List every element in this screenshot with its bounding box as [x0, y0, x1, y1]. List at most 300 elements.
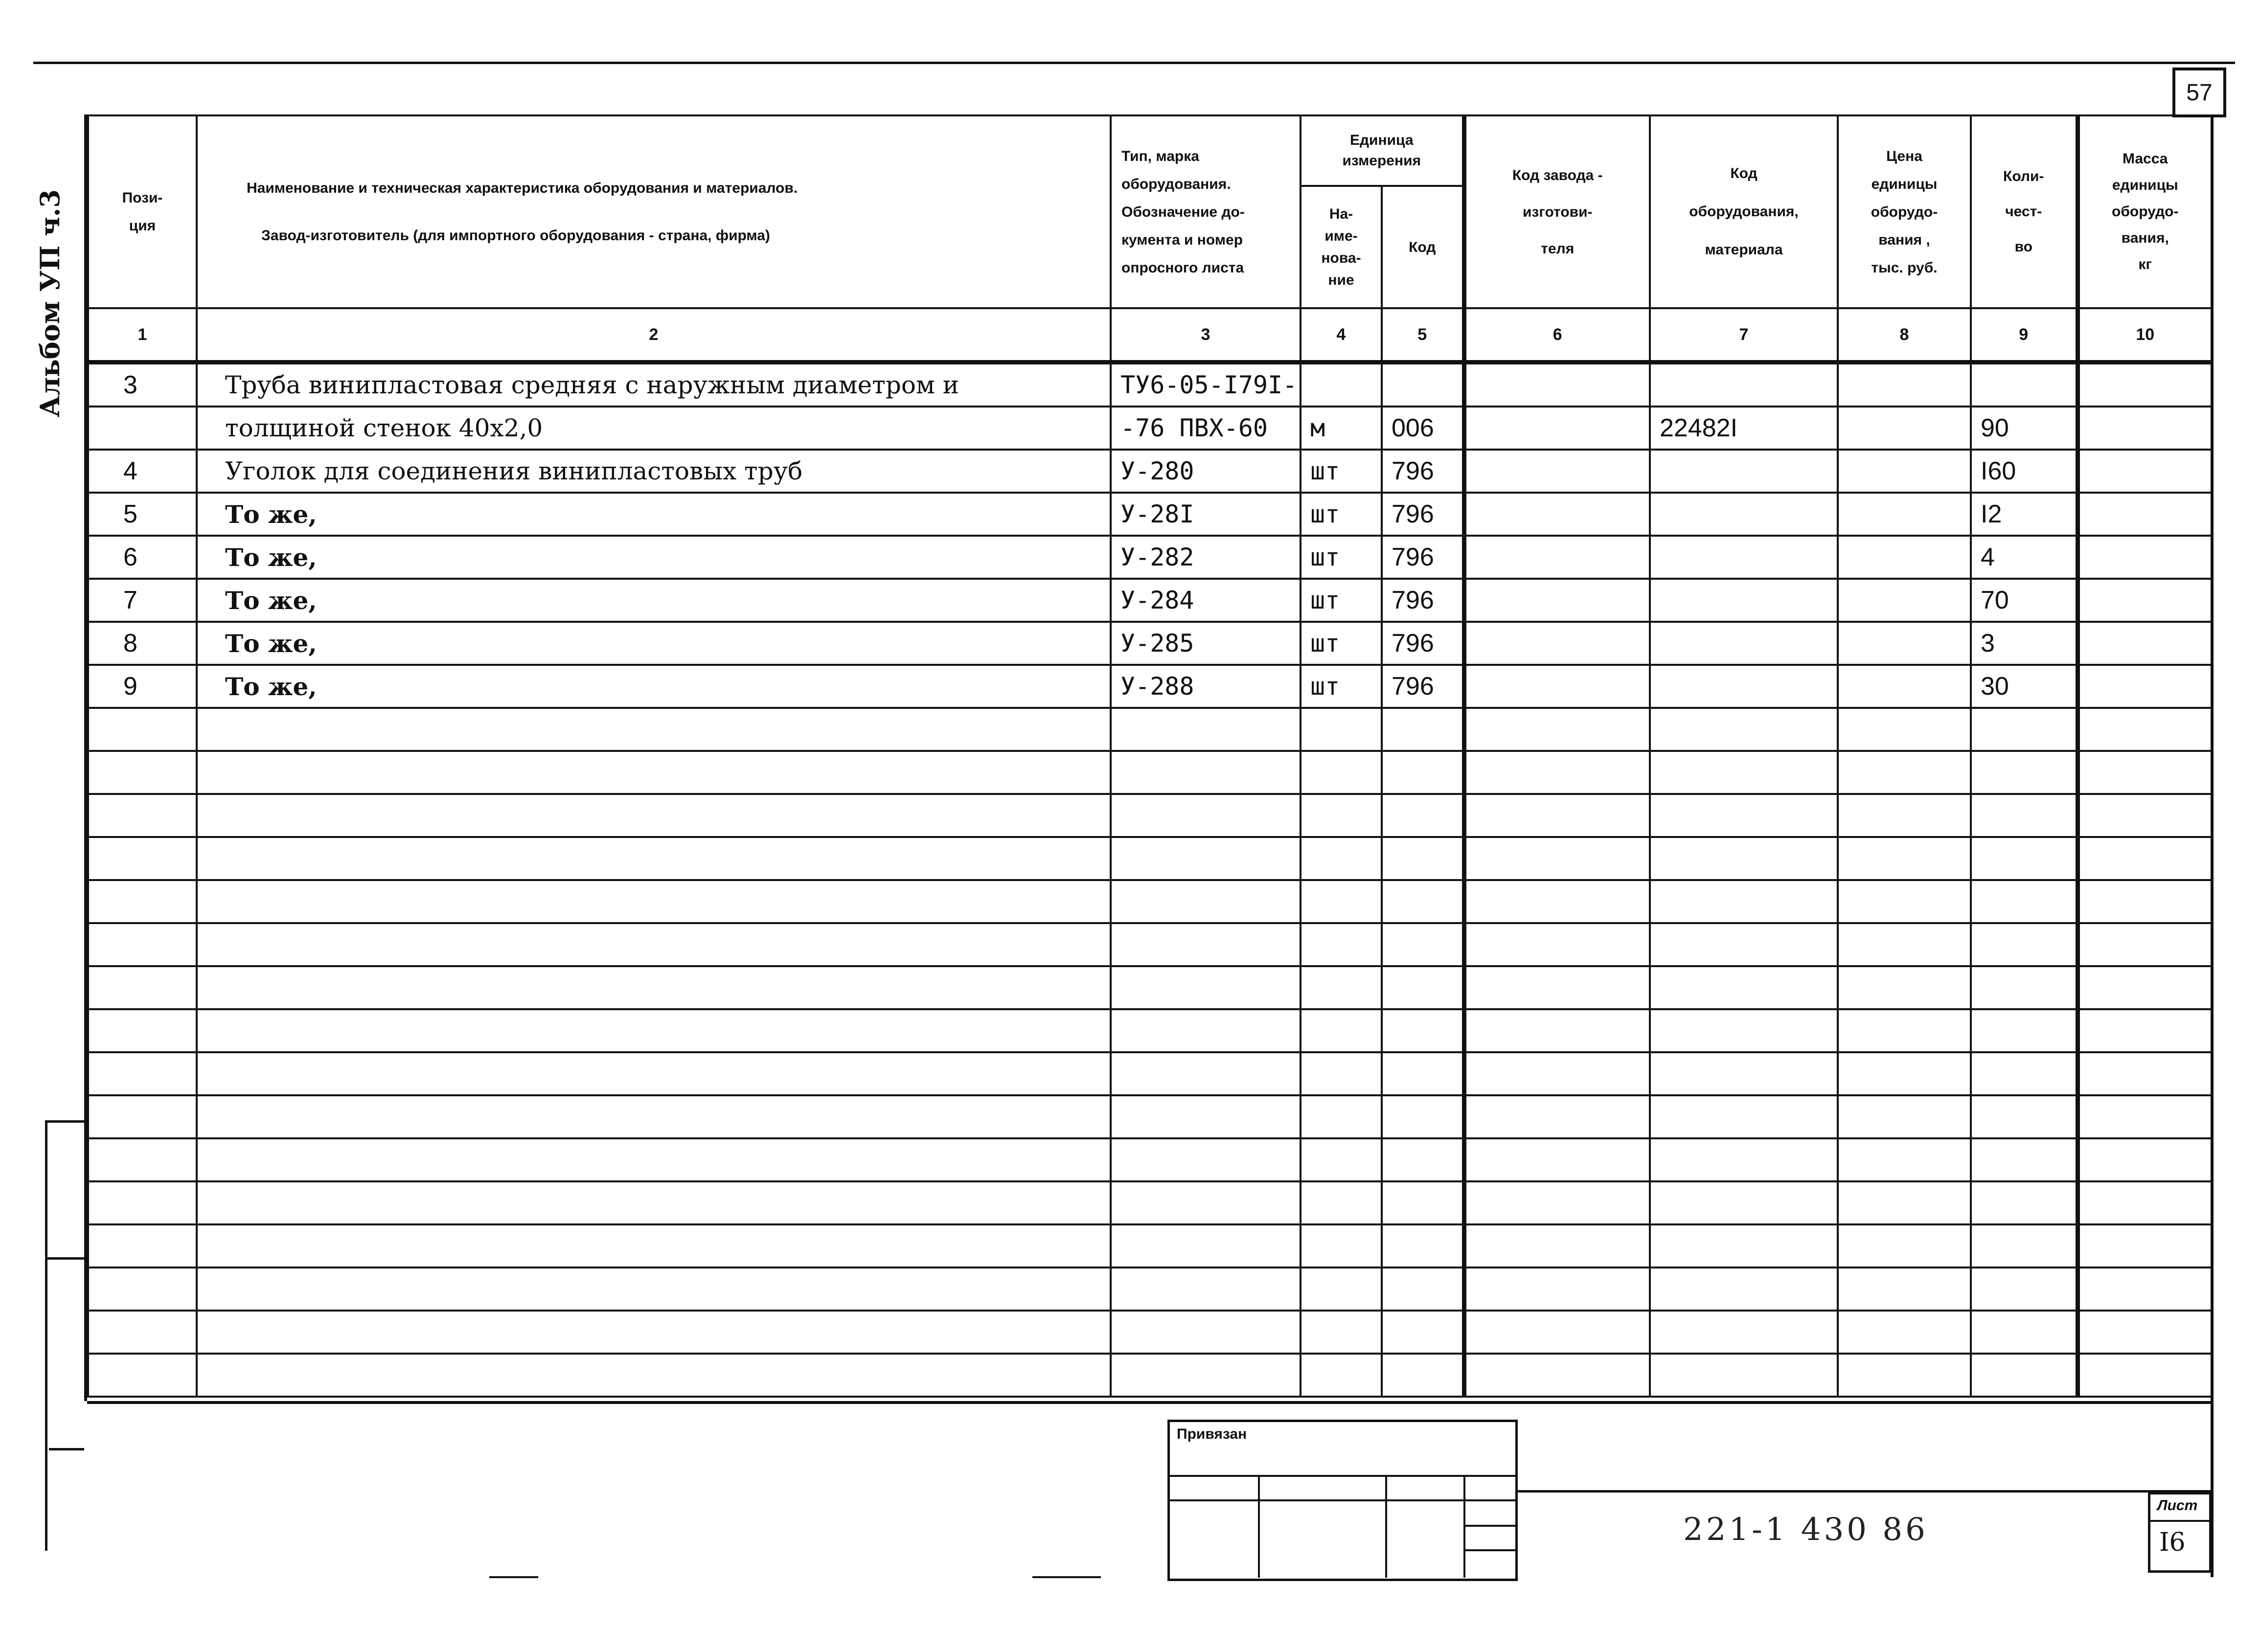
unit-cell: шт	[1301, 493, 1382, 536]
type-cell: У-280	[1111, 450, 1301, 493]
empty-cell	[1838, 1138, 1971, 1181]
type-cell: У-282	[1111, 536, 1301, 579]
empty-cell	[1464, 1224, 1650, 1267]
header-row	[88, 115, 2212, 186]
empty-cell	[2077, 1224, 2212, 1267]
empty-cell	[1301, 794, 1382, 837]
plant-code-cell	[1464, 362, 1650, 407]
empty-cell	[1464, 1267, 1650, 1311]
equipment-code-cell	[1650, 450, 1838, 493]
unit-code-cell: 796	[1382, 450, 1464, 493]
empty-cell	[1382, 1095, 1464, 1138]
empty-cell	[1464, 1009, 1650, 1052]
empty-cell	[2077, 1181, 2212, 1224]
empty-cell	[88, 837, 197, 880]
empty-cell	[1464, 837, 1650, 880]
mass-cell	[2077, 362, 2212, 407]
empty-cell	[1650, 1311, 1838, 1354]
empty-cell	[1111, 837, 1301, 880]
empty-cell	[1650, 923, 1838, 966]
equipment-code-cell	[1650, 493, 1838, 536]
stamp-line	[1463, 1525, 1515, 1527]
quantity-cell: I60	[1971, 450, 2077, 493]
title-block-rule	[1518, 1490, 2214, 1493]
empty-cell	[1464, 966, 1650, 1009]
table-row	[88, 450, 2212, 493]
column-number: 8	[1838, 308, 1971, 362]
type-cell: У-288	[1111, 665, 1301, 708]
empty-row	[88, 708, 2212, 751]
unit-cell: шт	[1301, 536, 1382, 579]
empty-cell	[1301, 751, 1382, 794]
header-unit-code: Код	[1382, 186, 1464, 308]
column-number: 2	[197, 308, 1111, 362]
empty-cell	[197, 880, 1111, 923]
header-unit-name: На- име- нова- ние	[1301, 186, 1382, 308]
empty-cell	[1838, 880, 1971, 923]
mass-cell	[2077, 536, 2212, 579]
header-unit-group: Единица измерения	[1301, 115, 1464, 186]
empty-cell	[1838, 1267, 1971, 1311]
name-cell: толщиной стенок 40х2,0	[197, 407, 1111, 450]
empty-cell	[1301, 1224, 1382, 1267]
table-bottom-rule	[87, 1401, 2214, 1404]
empty-cell	[1301, 1181, 1382, 1224]
specification-table	[87, 114, 2213, 1398]
empty-cell	[1464, 1311, 1650, 1354]
name-cell: То же,	[197, 536, 1111, 579]
empty-cell	[1971, 1311, 2077, 1354]
empty-cell	[1971, 923, 2077, 966]
equipment-code-cell	[1650, 622, 1838, 665]
name-cell: То же,	[197, 493, 1111, 536]
empty-row	[88, 1311, 2212, 1354]
header-unit-price: Цена единицы оборудо- вания , тыс. руб.	[1838, 115, 1971, 308]
table-row	[88, 362, 2212, 407]
empty-cell	[1111, 880, 1301, 923]
empty-row	[88, 1354, 2212, 1397]
empty-cell	[1382, 923, 1464, 966]
sheet-label: Лист	[2157, 1497, 2198, 1514]
empty-cell	[2077, 1311, 2212, 1354]
plant-code-cell	[1464, 450, 1650, 493]
empty-cell	[1301, 1009, 1382, 1052]
empty-cell	[88, 1311, 197, 1354]
page-number: 57	[2172, 68, 2226, 117]
empty-cell	[1382, 1224, 1464, 1267]
plant-code-cell	[1464, 407, 1650, 450]
empty-cell	[88, 1224, 197, 1267]
sheet-box	[2148, 1492, 2212, 1573]
header-position: Пози- ция	[88, 115, 197, 308]
unit-cell: м	[1301, 407, 1382, 450]
empty-row	[88, 1224, 2212, 1267]
empty-cell	[1971, 1052, 2077, 1095]
mass-cell	[2077, 493, 2212, 536]
empty-cell	[1111, 1138, 1301, 1181]
empty-cell	[197, 1224, 1111, 1267]
empty-cell	[1111, 1267, 1301, 1311]
empty-cell	[1301, 966, 1382, 1009]
attachment-stamp	[1167, 1420, 1518, 1581]
empty-cell	[1838, 966, 1971, 1009]
title-block-rule	[1032, 1576, 1101, 1578]
unit-code-cell: 796	[1382, 493, 1464, 536]
empty-cell	[1464, 1354, 1650, 1397]
quantity-cell: 30	[1971, 665, 2077, 708]
quantity-cell: 70	[1971, 579, 2077, 622]
empty-cell	[1971, 1181, 2077, 1224]
empty-cell	[197, 923, 1111, 966]
equipment-code-cell	[1650, 536, 1838, 579]
empty-cell	[88, 1009, 197, 1052]
empty-cell	[88, 708, 197, 751]
unit-cell	[1301, 362, 1382, 407]
empty-cell	[1971, 794, 2077, 837]
empty-cell	[1301, 1095, 1382, 1138]
empty-cell	[1382, 751, 1464, 794]
empty-cell	[2077, 1354, 2212, 1397]
header-name-line2: Завод-изготовитель (для импортного оборудования - страна, фирма)	[261, 227, 770, 244]
empty-cell	[1650, 1095, 1838, 1138]
empty-cell	[1301, 880, 1382, 923]
empty-cell	[197, 1138, 1111, 1181]
header-quantity: Коли- чест- во	[1971, 115, 2077, 308]
column-number: 6	[1464, 308, 1650, 362]
mass-cell	[2077, 579, 2212, 622]
empty-cell	[1382, 1138, 1464, 1181]
empty-cell	[1650, 708, 1838, 751]
unit-code-cell: 796	[1382, 579, 1464, 622]
quantity-cell: I2	[1971, 493, 2077, 536]
empty-cell	[1838, 1052, 1971, 1095]
column-number: 4	[1301, 308, 1382, 362]
title-block-rule	[489, 1576, 538, 1578]
quantity-cell: 3	[1971, 622, 2077, 665]
empty-cell	[197, 751, 1111, 794]
plant-code-cell	[1464, 665, 1650, 708]
column-number: 9	[1971, 308, 2077, 362]
empty-cell	[1111, 1181, 1301, 1224]
empty-cell	[1464, 1095, 1650, 1138]
empty-cell	[1464, 751, 1650, 794]
unit-code-cell: 796	[1382, 536, 1464, 579]
empty-cell	[1464, 794, 1650, 837]
position-cell: 9	[88, 665, 197, 708]
empty-cell	[1838, 1311, 1971, 1354]
empty-cell	[1650, 1138, 1838, 1181]
empty-cell	[1301, 923, 1382, 966]
stamp-line	[1385, 1475, 1387, 1578]
column-number: 5	[1382, 308, 1464, 362]
attachment-stamp-label: Привязан	[1177, 1426, 1247, 1442]
empty-cell	[88, 923, 197, 966]
plant-code-cell	[1464, 579, 1650, 622]
empty-cell	[1111, 966, 1301, 1009]
empty-cell	[2077, 1138, 2212, 1181]
empty-cell	[1464, 708, 1650, 751]
empty-cell	[2077, 966, 2212, 1009]
empty-cell	[1111, 1354, 1301, 1397]
empty-cell	[88, 794, 197, 837]
empty-row	[88, 1138, 2212, 1181]
position-cell	[88, 407, 197, 450]
empty-cell	[1971, 966, 2077, 1009]
empty-cell	[1650, 1052, 1838, 1095]
empty-cell	[1464, 1181, 1650, 1224]
empty-cell	[1464, 1052, 1650, 1095]
empty-cell	[1464, 923, 1650, 966]
empty-cell	[197, 1354, 1111, 1397]
unit-code-cell	[1382, 362, 1464, 407]
unit-cell: шт	[1301, 622, 1382, 665]
empty-cell	[1971, 1354, 2077, 1397]
column-number: 3	[1111, 308, 1301, 362]
name-cell: То же,	[197, 665, 1111, 708]
empty-cell	[1301, 1138, 1382, 1181]
empty-cell	[88, 751, 197, 794]
table-row	[88, 493, 2212, 536]
empty-cell	[2077, 708, 2212, 751]
empty-cell	[1382, 1009, 1464, 1052]
empty-row	[88, 1181, 2212, 1224]
column-number: 1	[88, 308, 197, 362]
empty-row	[88, 837, 2212, 880]
empty-cell	[1838, 1095, 1971, 1138]
empty-cell	[1838, 923, 1971, 966]
price-cell	[1838, 536, 1971, 579]
unit-cell: шт	[1301, 450, 1382, 493]
empty-cell	[1971, 1138, 2077, 1181]
margin-line	[45, 1120, 47, 1551]
empty-cell	[1464, 880, 1650, 923]
empty-cell	[197, 966, 1111, 1009]
margin-line	[45, 1120, 87, 1123]
empty-cell	[1650, 794, 1838, 837]
unit-code-cell: 006	[1382, 407, 1464, 450]
empty-cell	[1301, 1052, 1382, 1095]
quantity-cell	[1971, 362, 2077, 407]
empty-cell	[1650, 966, 1838, 1009]
empty-cell	[197, 1052, 1111, 1095]
empty-cell	[1382, 708, 1464, 751]
empty-cell	[1971, 1224, 2077, 1267]
empty-cell	[1382, 794, 1464, 837]
empty-cell	[197, 1181, 1111, 1224]
empty-cell	[197, 1095, 1111, 1138]
empty-cell	[1971, 880, 2077, 923]
empty-cell	[2077, 880, 2212, 923]
empty-cell	[1111, 1224, 1301, 1267]
empty-cell	[88, 1095, 197, 1138]
empty-cell	[1301, 1354, 1382, 1397]
header-unit-mass: Масса единицы оборудо- вания, кг	[2077, 115, 2212, 308]
sheet-divider	[2150, 1520, 2209, 1522]
empty-cell	[1650, 1267, 1838, 1311]
type-cell: -76 ПВХ-60	[1111, 407, 1301, 450]
table-row	[88, 536, 2212, 579]
empty-cell	[1650, 880, 1838, 923]
equipment-code-cell: 22482I	[1650, 407, 1838, 450]
empty-cell	[1650, 1009, 1838, 1052]
empty-cell	[2077, 751, 2212, 794]
document-number: 221-1 430 86	[1683, 1512, 1928, 1548]
position-cell: 6	[88, 536, 197, 579]
table-row	[88, 665, 2212, 708]
header-type: Тип, марка оборудования. Обозначение до- кумента и номер опросного листа	[1111, 115, 1301, 308]
empty-cell	[1650, 751, 1838, 794]
column-number: 10	[2077, 308, 2212, 362]
header-name-line1: Наименование и техническая характеристика оборудования и материалов.	[247, 180, 798, 196]
plant-code-cell	[1464, 493, 1650, 536]
empty-row	[88, 923, 2212, 966]
empty-cell	[1382, 880, 1464, 923]
price-cell	[1838, 362, 1971, 407]
empty-cell	[88, 880, 197, 923]
header-name	[197, 115, 1111, 308]
plant-code-cell	[1464, 536, 1650, 579]
type-cell: ТУ6-05-I79I-	[1111, 362, 1301, 407]
empty-cell	[2077, 837, 2212, 880]
empty-cell	[1838, 1009, 1971, 1052]
mass-cell	[2077, 622, 2212, 665]
empty-cell	[1111, 923, 1301, 966]
empty-cell	[1382, 1354, 1464, 1397]
stamp-line	[1463, 1549, 1515, 1551]
plant-code-cell	[1464, 622, 1650, 665]
empty-cell	[88, 966, 197, 1009]
stamp-line	[1258, 1475, 1260, 1578]
table-row	[88, 579, 2212, 622]
equipment-code-cell	[1650, 579, 1838, 622]
empty-cell	[197, 837, 1111, 880]
empty-cell	[1111, 1009, 1301, 1052]
margin-line	[45, 1257, 87, 1260]
empty-cell	[88, 1138, 197, 1181]
type-cell: У-28I	[1111, 493, 1301, 536]
empty-cell	[1382, 966, 1464, 1009]
empty-cell	[2077, 1009, 2212, 1052]
empty-cell	[88, 1052, 197, 1095]
empty-cell	[1464, 1138, 1650, 1181]
mass-cell	[2077, 450, 2212, 493]
quantity-cell: 4	[1971, 536, 2077, 579]
empty-cell	[1111, 708, 1301, 751]
price-cell	[1838, 665, 1971, 708]
position-cell: 3	[88, 362, 197, 407]
empty-cell	[1650, 1354, 1838, 1397]
empty-cell	[1971, 751, 2077, 794]
column-number: 7	[1650, 308, 1838, 362]
price-cell	[1838, 579, 1971, 622]
sheet-number: I6	[2159, 1528, 2186, 1557]
position-cell: 8	[88, 622, 197, 665]
name-cell: Уголок для соединения винипластовых труб	[197, 450, 1111, 493]
empty-cell	[1382, 1267, 1464, 1311]
equipment-code-cell	[1650, 362, 1838, 407]
price-cell	[1838, 493, 1971, 536]
column-number-row	[88, 308, 2212, 362]
empty-cell	[1382, 837, 1464, 880]
empty-cell	[1971, 1095, 2077, 1138]
header-equipment-code: Код оборудования, материала	[1650, 115, 1838, 308]
empty-cell	[197, 1009, 1111, 1052]
empty-row	[88, 880, 2212, 923]
empty-cell	[1971, 708, 2077, 751]
header-plant-code: Код завода - изготови- теля	[1464, 115, 1650, 308]
empty-row	[88, 1052, 2212, 1095]
empty-cell	[1650, 1181, 1838, 1224]
unit-code-cell: 796	[1382, 622, 1464, 665]
empty-row	[88, 966, 2212, 1009]
price-cell	[1838, 622, 1971, 665]
empty-row	[88, 1009, 2212, 1052]
empty-cell	[197, 708, 1111, 751]
position-cell: 5	[88, 493, 197, 536]
type-cell: У-285	[1111, 622, 1301, 665]
mass-cell	[2077, 407, 2212, 450]
empty-cell	[1971, 1009, 2077, 1052]
empty-cell	[1971, 837, 2077, 880]
empty-cell	[1111, 1311, 1301, 1354]
empty-cell	[1111, 1095, 1301, 1138]
empty-cell	[1838, 1354, 1971, 1397]
quantity-cell: 90	[1971, 407, 2077, 450]
empty-cell	[1301, 837, 1382, 880]
empty-cell	[1382, 1181, 1464, 1224]
mass-cell	[2077, 665, 2212, 708]
empty-row	[88, 1095, 2212, 1138]
empty-cell	[88, 1267, 197, 1311]
position-cell: 4	[88, 450, 197, 493]
price-cell	[1838, 450, 1971, 493]
unit-cell: шт	[1301, 579, 1382, 622]
empty-cell	[197, 1267, 1111, 1311]
empty-cell	[1971, 1267, 2077, 1311]
equipment-code-cell	[1650, 665, 1838, 708]
empty-cell	[2077, 1267, 2212, 1311]
empty-cell	[2077, 923, 2212, 966]
empty-cell	[1650, 837, 1838, 880]
empty-cell	[1838, 1224, 1971, 1267]
empty-cell	[197, 1311, 1111, 1354]
empty-cell	[1838, 708, 1971, 751]
empty-cell	[1111, 794, 1301, 837]
empty-cell	[1382, 1052, 1464, 1095]
empty-cell	[1301, 1311, 1382, 1354]
unit-cell: шт	[1301, 665, 1382, 708]
empty-cell	[2077, 794, 2212, 837]
name-cell: Труба винипластовая средняя с наружным диаметром и	[197, 362, 1111, 407]
table-row	[88, 622, 2212, 665]
name-cell: То же,	[197, 622, 1111, 665]
empty-cell	[1111, 751, 1301, 794]
empty-cell	[1111, 1052, 1301, 1095]
empty-cell	[88, 1181, 197, 1224]
empty-cell	[1838, 751, 1971, 794]
unit-code-cell: 796	[1382, 665, 1464, 708]
empty-cell	[1838, 1181, 1971, 1224]
empty-row	[88, 751, 2212, 794]
empty-cell	[2077, 1095, 2212, 1138]
empty-cell	[2077, 1052, 2212, 1095]
type-cell: У-284	[1111, 579, 1301, 622]
table-row	[88, 407, 2212, 450]
empty-cell	[1838, 794, 1971, 837]
empty-row	[88, 794, 2212, 837]
empty-row	[88, 1267, 2212, 1311]
empty-cell	[1382, 1311, 1464, 1354]
